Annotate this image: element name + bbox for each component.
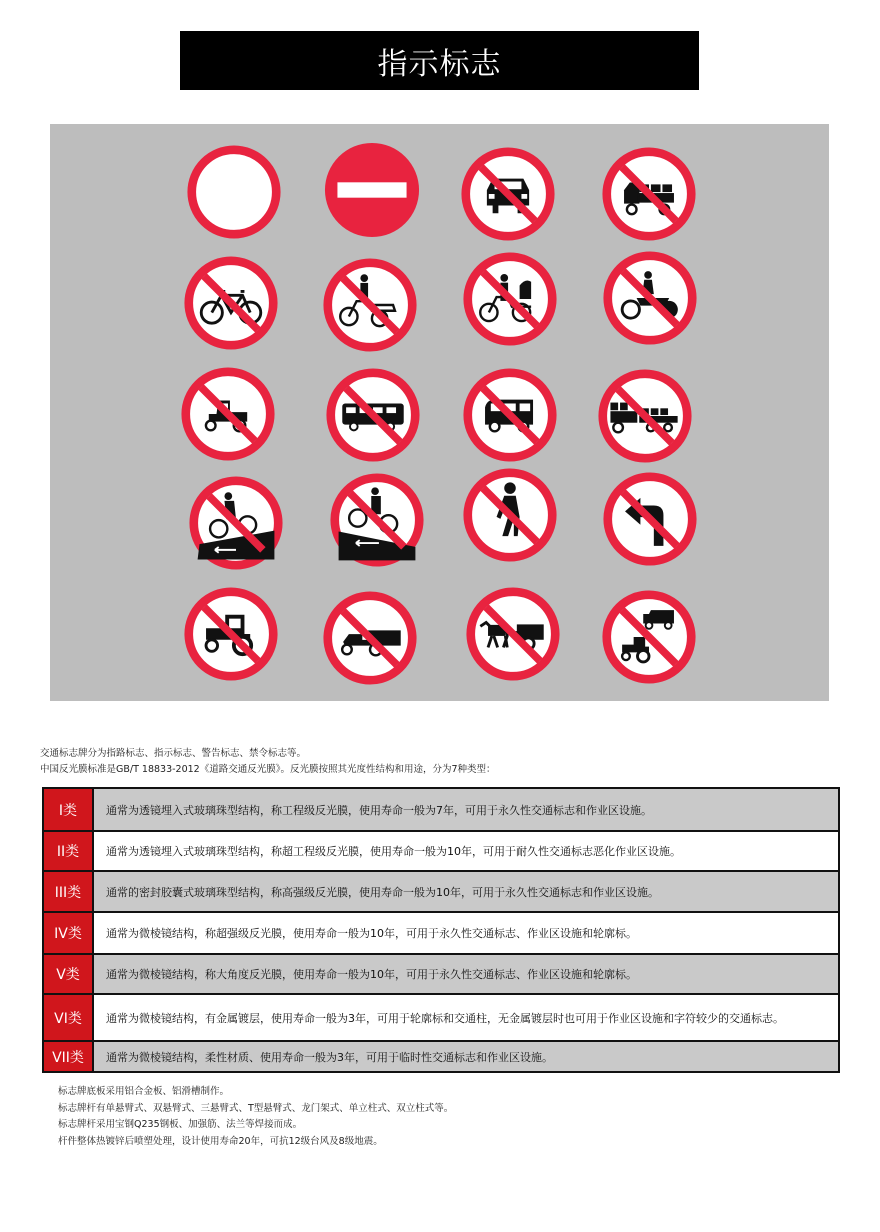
tractor-icon bbox=[183, 586, 279, 682]
note-line: 杆件整体热镀锌后喷塑处理，设计使用寿命20年，可抗12级台风及8级地震。 bbox=[58, 1135, 383, 1147]
car-front-icon bbox=[460, 146, 556, 242]
motorcycle-icon bbox=[602, 250, 698, 346]
left-turn-arrow-icon bbox=[602, 471, 698, 567]
type-label: II类 bbox=[43, 831, 93, 871]
three-wheel-truck-icon bbox=[180, 366, 276, 462]
type-label: III类 bbox=[43, 871, 93, 912]
no-left-turn-sign bbox=[602, 471, 698, 567]
blank-circle-icon bbox=[186, 144, 282, 240]
no-motorcycles-sign bbox=[602, 250, 698, 346]
no-pedestrians-sign bbox=[462, 467, 558, 563]
type-description: 通常的密封胶囊式玻璃珠型结构，称高强级反光膜，使用寿命一般为10年，可用于永久性交通标志和作业区设施。 bbox=[93, 871, 839, 912]
no-agricultural-vehicles-sign bbox=[601, 589, 697, 685]
pedestrian-icon bbox=[462, 467, 558, 563]
no-entry-icon bbox=[324, 142, 420, 238]
intro-line-1: 交通标志牌分为指路标志、指示标志、警告标志、禁令标志等。 bbox=[40, 748, 307, 759]
no-entry-sign bbox=[324, 142, 420, 238]
type-description: 通常为透镜埋入式玻璃珠型结构，称工程级反光膜，使用寿命一般为7年，可用于永久性交通标志和作业区设施。 bbox=[93, 788, 839, 831]
table-row bbox=[43, 1041, 839, 1072]
note-line: 标志牌杆有单悬臂式、双悬臂式、三悬臂式、T型悬臂式、龙门架式、单立柱式、双立柱式等。 bbox=[58, 1102, 454, 1114]
rickshaw-icon bbox=[462, 251, 558, 347]
type-description: 通常为微棱镜结构，柔性材质、使用寿命一般为3年，可用于临时性交通标志和作业区设施。 bbox=[93, 1041, 839, 1072]
type-label: VII类 bbox=[43, 1041, 93, 1072]
no-vehicles-sign bbox=[186, 144, 282, 240]
table-row bbox=[43, 954, 839, 994]
note-line: 标志牌杆采用宝钢Q235钢板、加强筋、法兰等焊接而成。 bbox=[58, 1119, 303, 1130]
no-tractors-sign bbox=[183, 586, 279, 682]
intro-line-2: 中国反光膜标准是GB/T 18833-2012《道路交通反光膜》。反光膜按照其光度性结构和用途，分为7种类型： bbox=[40, 764, 496, 775]
bicycle-icon bbox=[183, 255, 279, 351]
table-row bbox=[43, 994, 839, 1041]
type-description: 通常为微棱镜结构，有金属镀层，使用寿命一般为3年，可用于轮廓标和交通柱，无金属镀层时也可用于作业区设施和字符较少的交通标志。 bbox=[93, 994, 839, 1041]
no-trucks-sign bbox=[601, 146, 697, 242]
bus-icon bbox=[325, 367, 421, 463]
intro-text bbox=[40, 746, 496, 778]
table-row bbox=[43, 788, 839, 831]
no-rickshaws-sign bbox=[462, 251, 558, 347]
table-row bbox=[43, 831, 839, 871]
note-line: 标志牌底板采用铝合金板、铝滑槽制作。 bbox=[58, 1086, 230, 1097]
minibus-icon bbox=[462, 367, 558, 463]
page-title-bar bbox=[180, 31, 699, 90]
no-cycling-downhill-sign bbox=[329, 472, 425, 568]
cargo-tricycle-icon bbox=[322, 257, 418, 353]
bicycle-uphill-icon bbox=[188, 475, 284, 571]
notes-text bbox=[58, 1084, 453, 1150]
type-label: V类 bbox=[43, 954, 93, 994]
truck-and-tractor-icon bbox=[601, 589, 697, 685]
type-label: IV类 bbox=[43, 912, 93, 954]
page-title: 指示标志 bbox=[377, 46, 502, 82]
film-types-table bbox=[42, 787, 840, 1073]
type-description: 通常为微棱镜结构，称超强级反光膜，使用寿命一般为10年，可用于永久性交通标志、作业区设施和轮廓标。 bbox=[93, 912, 839, 954]
no-animal-carts-sign bbox=[465, 586, 561, 682]
table-row bbox=[43, 912, 839, 954]
no-tricycles-sign bbox=[322, 257, 418, 353]
truck-trailer-icon bbox=[597, 368, 693, 464]
type-description: 通常为微棱镜结构，称大角度反光膜，使用寿命一般为10年，可用于永久性交通标志、作业区设施和轮廓标。 bbox=[93, 954, 839, 994]
type-label: I类 bbox=[43, 788, 93, 831]
motor-tricycle-icon bbox=[322, 590, 418, 686]
no-three-wheel-vehicles-sign bbox=[180, 366, 276, 462]
no-motor-vehicles-sign bbox=[460, 146, 556, 242]
truck-icon bbox=[601, 146, 697, 242]
no-trailers-sign bbox=[597, 368, 693, 464]
bicycle-downhill-icon bbox=[329, 472, 425, 568]
type-label: VI类 bbox=[43, 994, 93, 1041]
no-cycling-uphill-sign bbox=[188, 475, 284, 571]
signs-panel bbox=[50, 124, 829, 701]
no-motor-tricycles-sign bbox=[322, 590, 418, 686]
no-buses-sign bbox=[325, 367, 421, 463]
horse-cart-icon bbox=[465, 586, 561, 682]
no-bicycles-sign bbox=[183, 255, 279, 351]
table-row bbox=[43, 871, 839, 912]
no-minibuses-sign bbox=[462, 367, 558, 463]
type-description: 通常为透镜埋入式玻璃珠型结构，称超工程级反光膜，使用寿命一般为10年，可用于耐久性交通标志恶化作业区设施。 bbox=[93, 831, 839, 871]
